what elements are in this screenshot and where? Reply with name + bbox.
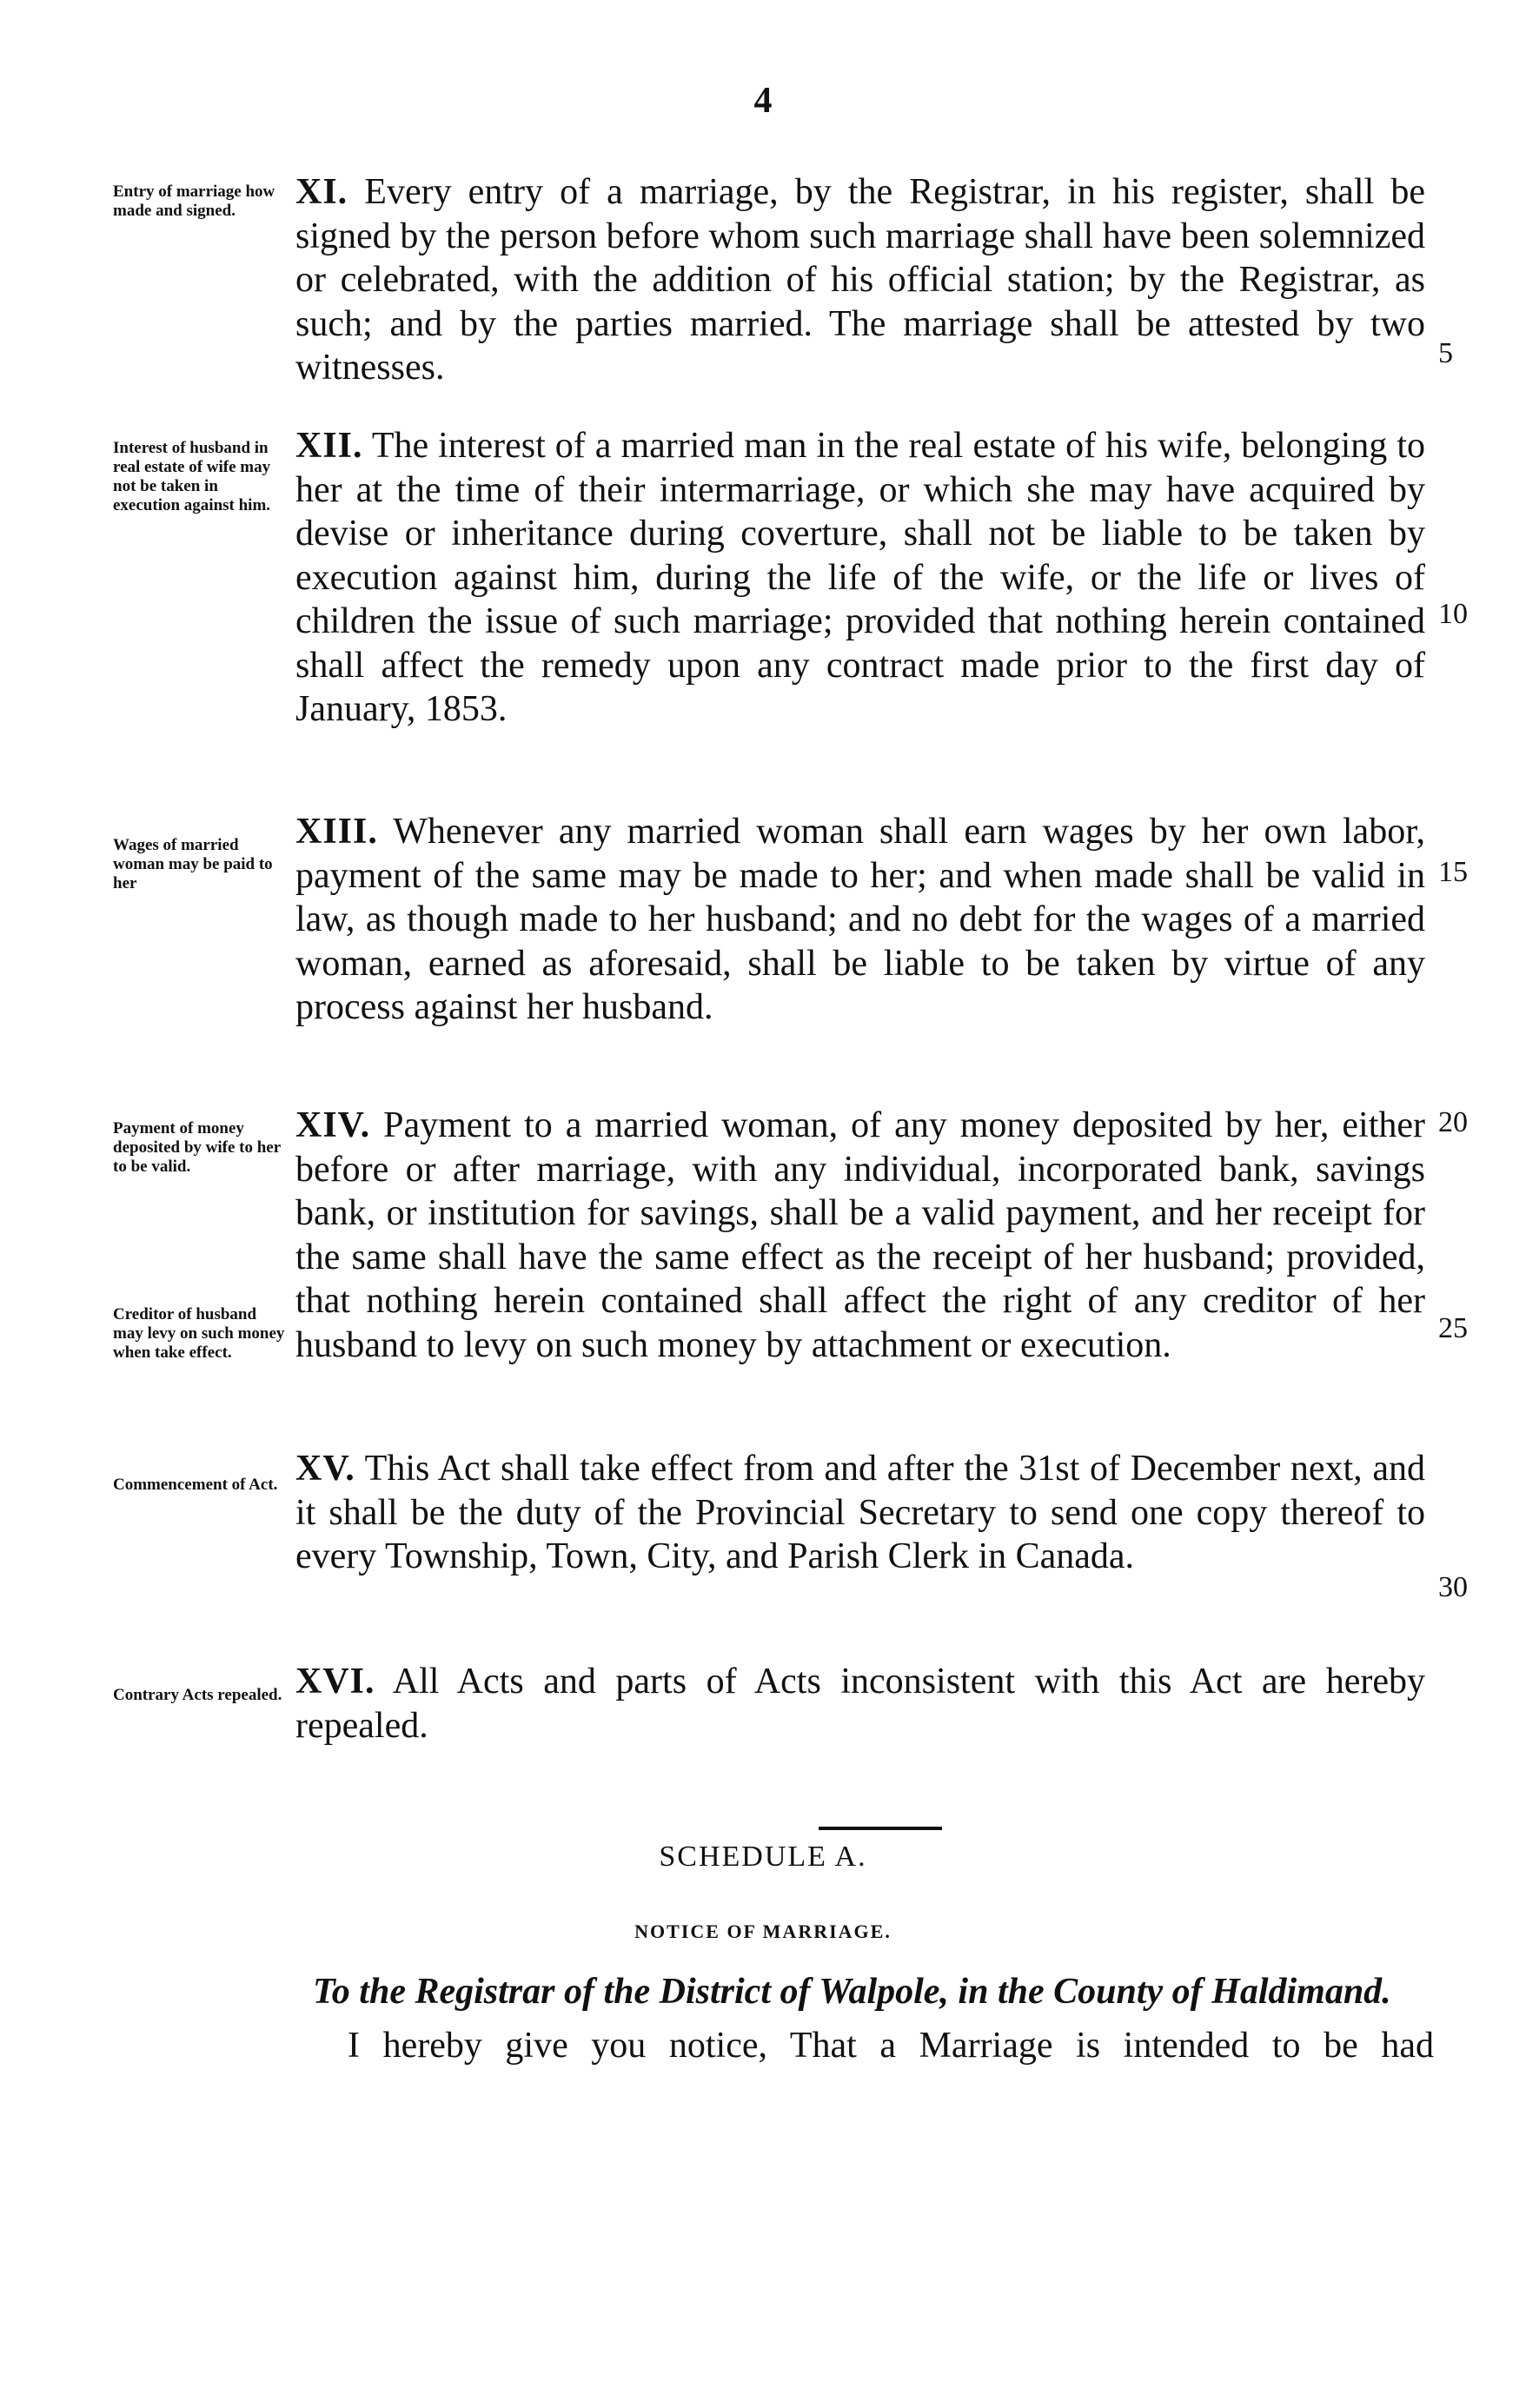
line-number: 10 [1438, 598, 1468, 630]
section-xiv [295, 1104, 1425, 1367]
section-text: Every entry of a marriage, by the Registrar, in his register, shall be signed by the person before whom such marriage shall have been solemnized or celebrated, with the addition of his official station; by the Registrar, as such; and by the parties married. The marriage shall be attested by two witnesses. [295, 172, 1425, 388]
margin-note-entry-of-marriage: Entry of marriage how made and signed. [113, 182, 275, 220]
margin-note-wages: Wages of married woman may be paid to her [113, 836, 273, 892]
page-number: 4 [753, 81, 773, 121]
notice-text: I hereby give you notice, That a Marriage is intended to be had [348, 2026, 1434, 2066]
section-number: XII. [295, 426, 363, 466]
section-number: XI. [295, 172, 348, 212]
line-number: 25 [1438, 1312, 1468, 1344]
section-text: This Act shall take effect from and after the 31st of December next, and it shall be the duty of the Provincial Secretary to send one copy thereof to every Township, Town, City, and Parish Clerk in Canada. [295, 1449, 1425, 1576]
section-number: XV. [295, 1449, 355, 1489]
section-text: All Acts and parts of Acts inconsistent with this Act are hereby repealed. [295, 1662, 1426, 1746]
section-text: The interest of a married man in the real estate of his wife, belonging to her at the time of their intermarriage, or which she may have acquired by devise or inheritance during coverture, shall not be liable to be taken by execution against him, during the life of the wife, or the life or lives of children the issue of such marriage; provided that nothing herein contained shall affect the remedy upon any contract made prior to the first day of January, 1853. [295, 426, 1425, 729]
margin-note-interest-of-husband: Interest of husband in real estate of wife may not be taken in execution against him. [113, 439, 271, 514]
section-xii [295, 424, 1425, 732]
divider-rule [819, 1827, 942, 1830]
line-number: 5 [1438, 337, 1453, 369]
margin-note-creditor: Creditor of husband may levy on such money when take effect. [113, 1305, 285, 1362]
section-number: XIII. [295, 812, 378, 852]
notice-address: To the Registrar of the District of Walpole, in the County of Haldimand. [313, 1972, 1391, 2012]
section-xiii [295, 810, 1425, 1030]
line-number: 20 [1438, 1106, 1468, 1138]
margin-note-payment-of-money: Payment of money deposited by wife to her to be valid. [113, 1119, 281, 1176]
section-number: XIV. [295, 1105, 371, 1145]
line-number: 30 [1438, 1571, 1468, 1603]
margin-note-commencement: Commencement of Act. [113, 1476, 278, 1494]
schedule-title: SCHEDULE A. [659, 1841, 867, 1873]
section-xv [295, 1447, 1425, 1579]
margin-note-contrary-acts: Contrary Acts repealed. [113, 1686, 282, 1704]
line-number: 15 [1438, 856, 1468, 888]
section-xvi [295, 1660, 1425, 1748]
section-text: Whenever any married woman shall earn wages by her own labor, payment of the same may be made to her; and when made shall be valid in law, as though made to her husband; and no debt for the wages of a married woman, earned as aforesaid, shall be liable to be taken by virtue of any process against her husband. [295, 812, 1425, 1027]
section-text: Payment to a married woman, of any money deposited by her, either before or after marriage, with any individual, incorporated bank, savings bank, or institution for savings, shall be a valid payment, and her receipt for the same shall have the same effect as the receipt of her husband; provided, that nothing herein contained shall affect the right of any creditor of her husband to levy on such money by attachment or execution. [295, 1105, 1426, 1365]
form-title: NOTICE OF MARRIAGE. [634, 1920, 892, 1942]
section-xi [295, 170, 1425, 390]
section-number: XVI. [295, 1662, 375, 1702]
